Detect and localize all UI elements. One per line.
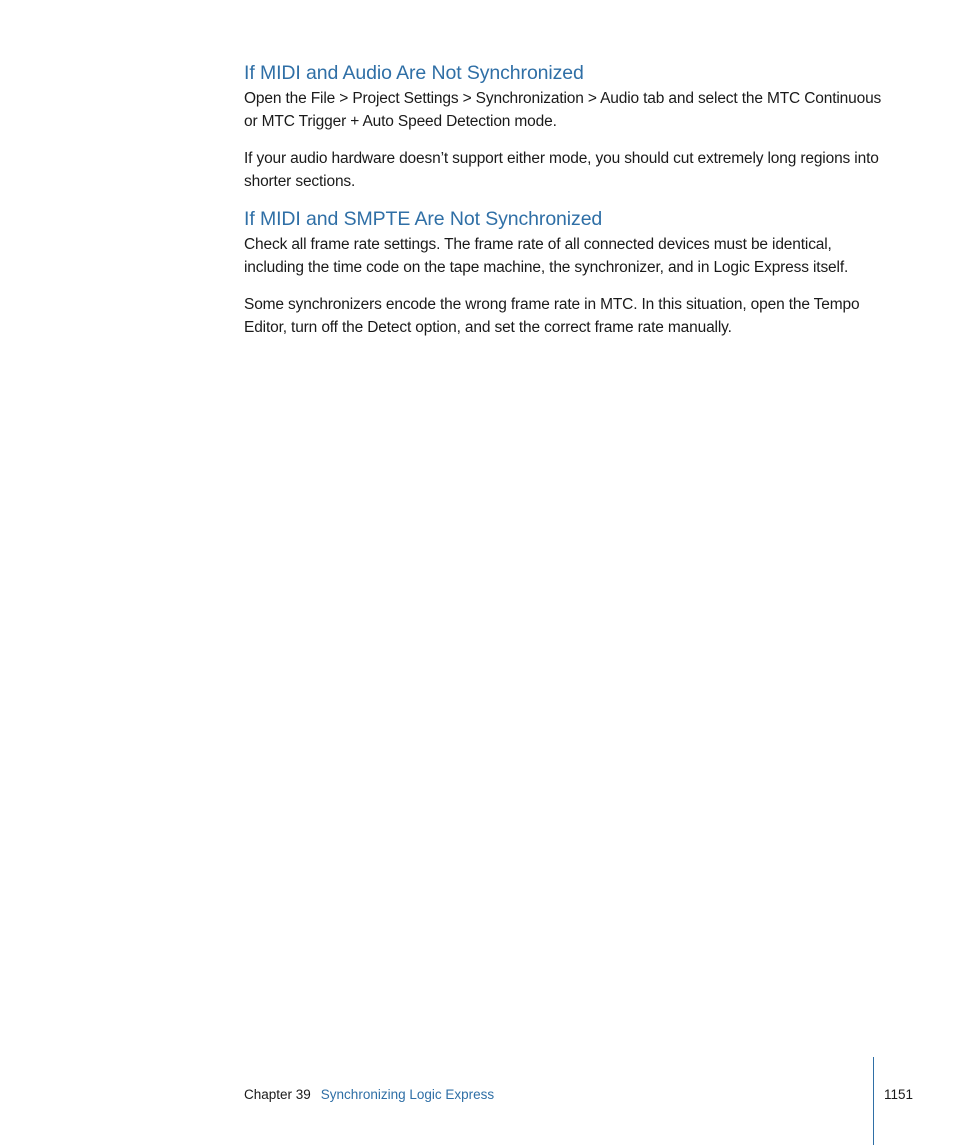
body-paragraph: If your audio hardware doesn’t support either mode, you should cut extremely long regions into shorter sections. bbox=[244, 150, 879, 190]
body-paragraph: Open the File > Project Settings > Synchronization > Audio tab and select the MTC Continuous or MTC Trigger + Auto Speed Detection mode. bbox=[244, 90, 882, 130]
page-number: 1151 bbox=[884, 1087, 914, 1102]
chapter-title: Synchronizing Logic Express bbox=[320, 1087, 495, 1102]
chapter-label: Chapter 39 bbox=[244, 1087, 311, 1102]
page-footer bbox=[244, 1084, 494, 1106]
body-paragraph: Some synchronizers encode the wrong frame rate in MTC. In this situation, open the Tempo Editor, turn off the Detect option, and set the correct frame rate manually. bbox=[244, 296, 860, 336]
section-heading-midi-audio: If MIDI and Audio Are Not Synchronized bbox=[244, 62, 584, 84]
page-content bbox=[244, 60, 884, 339]
section-heading-midi-smpte: If MIDI and SMPTE Are Not Synchronized bbox=[244, 208, 603, 230]
body-paragraph: Check all frame rate settings. The frame rate of all connected devices must be identical, including the time code on the tape machine, the synchronizer, and in Logic Express itself. bbox=[244, 236, 849, 276]
footer-divider bbox=[873, 1057, 874, 1145]
